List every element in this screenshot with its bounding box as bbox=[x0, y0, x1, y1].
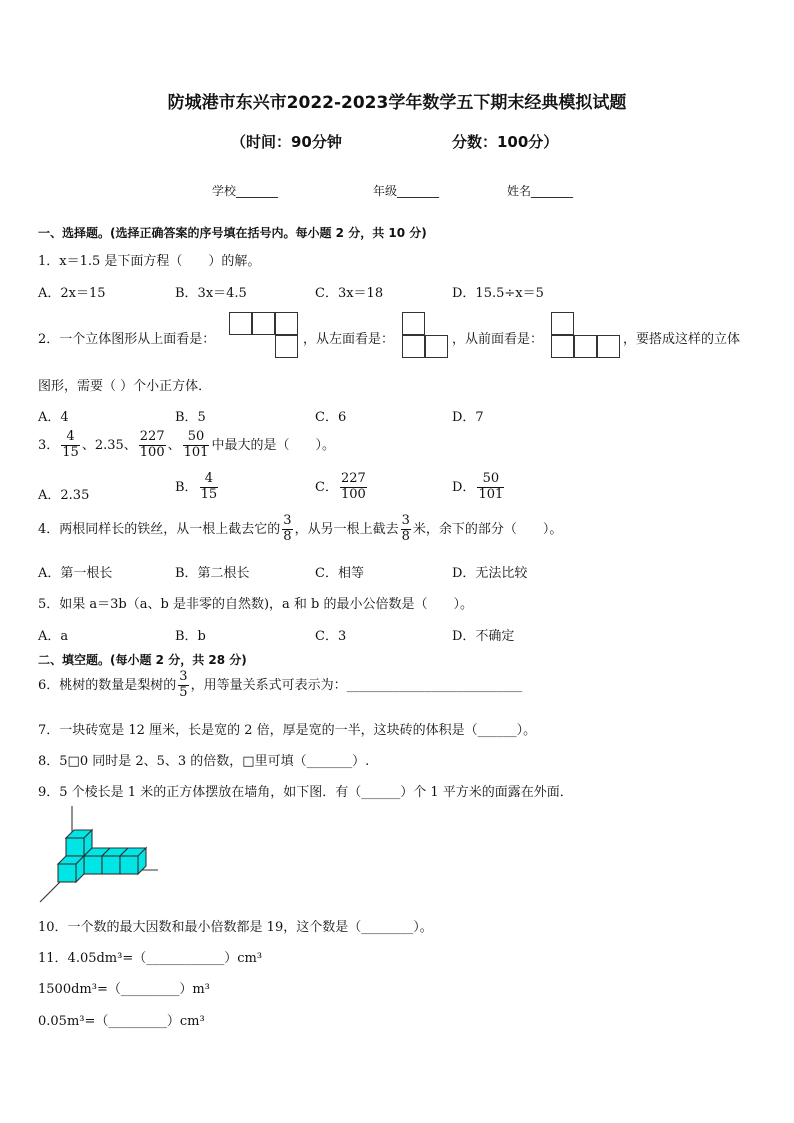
q2-stem-line2: 图形，需要（ ）个小正方体． bbox=[38, 379, 212, 394]
q3-option-d[interactable]: D． $\frac{50}{101}$ bbox=[452, 471, 504, 502]
q2-stem-part1: 2．一个立体图形从上面看是： bbox=[38, 332, 216, 347]
q1-option-c[interactable]: C．3x＝18 bbox=[315, 286, 384, 301]
view-cell bbox=[402, 335, 425, 358]
section1-title: 一、选择题。(选择正确答案的序号填在括号内。每小题 2 分，共 10 分) bbox=[38, 226, 427, 240]
view-cell bbox=[574, 335, 597, 358]
q5-option-c[interactable]: C．3 bbox=[315, 629, 347, 644]
view-cell bbox=[551, 335, 574, 358]
q10-stem: 10．一个数的最大因数和最小倍数都是 19，这个数是（________）。 bbox=[38, 920, 433, 935]
q4-option-b[interactable]: B．第二根长 bbox=[175, 566, 250, 581]
q5-option-b[interactable]: B．b bbox=[175, 629, 206, 644]
q2-option-a[interactable]: A．4 bbox=[38, 410, 69, 425]
q3-tail: 中最大的是（ ）。 bbox=[211, 437, 335, 453]
front-view-diagram bbox=[551, 312, 623, 360]
view-cell bbox=[275, 312, 298, 335]
q1-option-d[interactable]: D．15.5÷x＝5 bbox=[452, 286, 544, 301]
school-field[interactable]: 学校_______ bbox=[212, 184, 279, 198]
name-field[interactable]: 姓名_______ bbox=[507, 184, 574, 198]
left-view-diagram bbox=[402, 312, 452, 360]
fraction: $\frac{3}{8}$ bbox=[283, 513, 292, 544]
q4-stem: 4．两根同样长的铁丝，从一根上截去它的 $\frac{3}{8}$ ，从另一根上截去 $\frac{3}{8}$ 米，余下的部分（ ）。 bbox=[38, 513, 563, 544]
q8-stem: 8．5□0 同时是 2、5、3 的倍数，□里可填（_______）. bbox=[38, 754, 370, 769]
fraction: $\frac{4}{15}$ bbox=[62, 429, 79, 460]
q3-lead: 3． bbox=[38, 437, 60, 453]
q7-stem: 7．一块砖宽是 12 厘米，长是宽的 2 倍，厚是宽的一半，这块砖的体积是（______）。 bbox=[38, 723, 537, 738]
q4-option-d[interactable]: D．无法比较 bbox=[452, 566, 528, 581]
q4-option-a[interactable]: A．第一根长 bbox=[38, 566, 113, 581]
view-cell bbox=[551, 312, 574, 335]
view-cell bbox=[425, 335, 448, 358]
q5-option-a[interactable]: A．a bbox=[38, 629, 69, 644]
fraction: $\frac{50}{101}$ bbox=[183, 429, 209, 460]
q6-stem: 6．桃树的数量是梨树的 $\frac{3}{5}$ ，用等量关系式可表示为：___________________________ bbox=[38, 669, 523, 700]
view-cell bbox=[229, 312, 252, 335]
fraction: $\frac{3}{8}$ bbox=[401, 513, 410, 544]
corner-cubes-figure bbox=[36, 806, 164, 904]
fraction: $\frac{3}{5}$ bbox=[179, 669, 188, 700]
page-title: 防城港市东兴市2022-2023学年数学五下期末经典模拟试题 bbox=[167, 93, 627, 113]
q3-option-a[interactable]: A．2.35 bbox=[38, 488, 90, 503]
q3-stem bbox=[38, 430, 335, 461]
q11-part-a: 11．4.05dm³=（____________）cm³ bbox=[38, 951, 263, 966]
section2-title: 二、填空题。(每小题 2 分，共 28 分) bbox=[38, 653, 247, 667]
q3-mid: 、2.35、 bbox=[81, 437, 137, 453]
q2-option-d[interactable]: D．7 bbox=[452, 410, 484, 425]
q4-option-c[interactable]: C．相等 bbox=[315, 566, 364, 581]
fraction: $\frac{227}{100}$ bbox=[139, 429, 165, 460]
top-view-diagram bbox=[229, 312, 301, 360]
q2-stem-part2: ，从左面看是： bbox=[303, 332, 395, 347]
view-cell bbox=[275, 335, 298, 358]
q2-stem-part4: ，要搭成这样的立体 bbox=[623, 332, 741, 347]
exam-score: 分数：100分） bbox=[452, 133, 559, 151]
q11-part-c: 0.05m³=（_________）cm³ bbox=[38, 1014, 205, 1029]
exam-time: （时间：90分钟 bbox=[231, 133, 342, 151]
q1-option-b[interactable]: B．3x＝4.5 bbox=[175, 286, 247, 301]
q5-stem: 5．如果 a＝3b（a、b 是非零的自然数)，a 和 b 的最小公倍数是（ ）。 bbox=[38, 597, 473, 612]
q2-stem-part3: ，从前面看是： bbox=[452, 332, 544, 347]
q2-option-c[interactable]: C．6 bbox=[315, 410, 347, 425]
view-cell bbox=[252, 312, 275, 335]
q3-option-b[interactable]: B． $\frac{4}{15}$ bbox=[175, 471, 218, 502]
q11-part-b: 1500dm³=（_________）m³ bbox=[38, 982, 210, 997]
q2-option-b[interactable]: B．5 bbox=[175, 410, 206, 425]
q1-option-a[interactable]: A．2x＝15 bbox=[38, 286, 106, 301]
grade-field[interactable]: 年级_______ bbox=[373, 184, 440, 198]
view-cell bbox=[597, 335, 620, 358]
view-cell bbox=[402, 312, 425, 335]
q3-sep: 、 bbox=[167, 437, 181, 453]
q9-stem: 9．5 个棱长是 1 米的正方体摆放在墙角，如下图．有（______）个 1 平方米的面露在外面． bbox=[38, 785, 573, 800]
q3-option-c[interactable]: C． $\frac{227}{100}$ bbox=[315, 471, 366, 502]
q1-stem: 1．x＝1.5 是下面方程（ ）的解。 bbox=[38, 254, 261, 269]
q5-option-d[interactable]: D．不确定 bbox=[452, 629, 515, 644]
